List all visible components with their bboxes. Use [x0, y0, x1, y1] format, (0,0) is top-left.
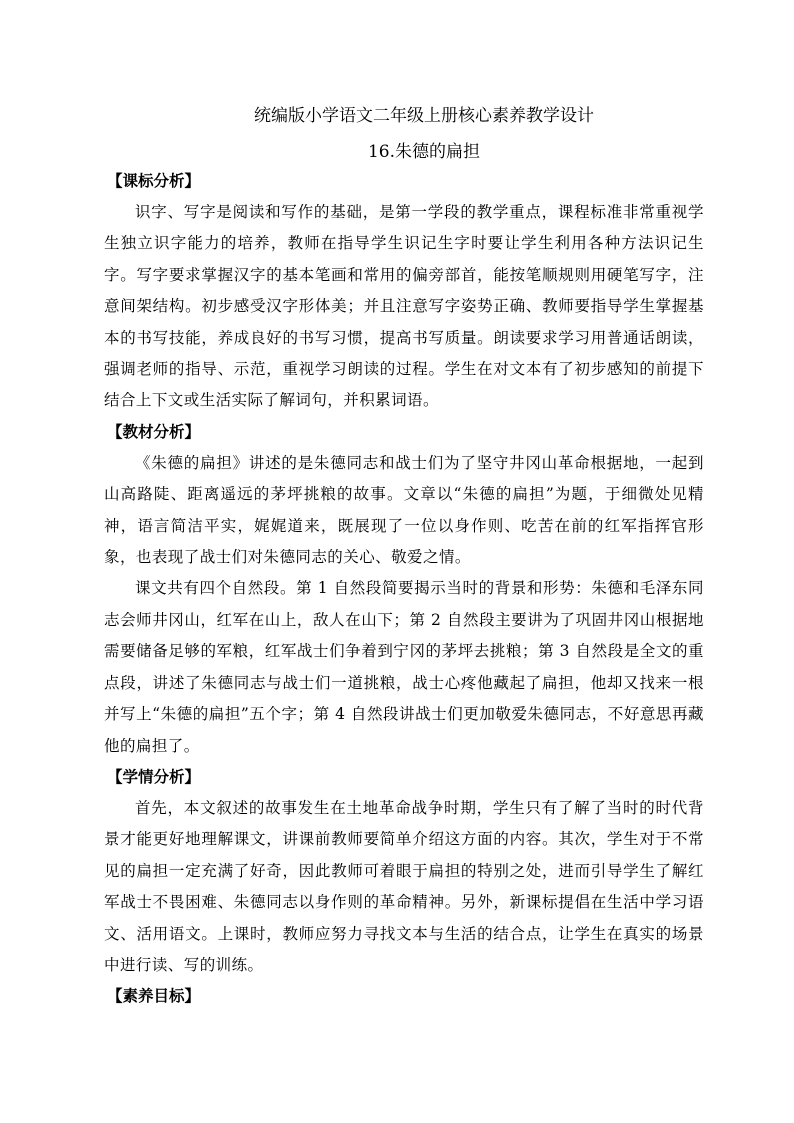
section-heading: 【教材分析】 — [107, 422, 201, 441]
paragraph: 首先，本文叙述的故事发生在土地革命战争时期，学生只有了解了当时的时代背景才能更好地理解课文，讲课前教师要简单介绍这方面的内容。其次，学生对于不常见的扁担一定充满了好奇，因此教师可着眼于扁担的特别之处，进而引导学生了解红军战士不畏困难、朱德同志以身作则的革命精神。另外，新课标提倡在生活中学习语文、活用语文。上课时，教师应努力寻找文本与生活的结合点，让学生在真实的场景中进行读、写的训练。 — [104, 798, 704, 974]
section-heading: 【素养目标】 — [107, 987, 201, 1006]
paragraph: 识字、写字是阅读和写作的基础，是第一学段的教学重点，课程标准非常重视学生独立识字能力的培养，教师在指导学生识记生字时要让学生利用各种方法识记生字。写字要求掌握汉字的基本笔画和常用的偏旁部首，能按笔顺规则用硬笔写字，注意间架结构。初步感受汉字形体美；并且注意写字姿势正确、教师要指导学生掌握基本的书写技能，养成良好的书写习惯，提高书写质量。朗读要求学习用普通话朗读，强调老师的指导、示范，重视学习朗读的过程。学生在对文本有了初步感知的前提下结合上下文或生活实际了解词句，并积累词语。 — [104, 203, 704, 410]
document-title: 统编版小学语文二年级上册核心素养教学设计 — [254, 106, 594, 126]
section-literacy-goals — [104, 981, 704, 1012]
section-textbook-analysis — [104, 417, 704, 762]
section-heading: 【课标分析】 — [107, 172, 201, 190]
paragraph: 课文共有四个自然段。第 1 自然段简要揭示当时的背景和形势：朱德和毛泽东同志会师井冈山，红军在山上，敌人在山下；第 2 自然段主要讲为了巩固井冈山根据地需要储备足够的军粮，红军战士们争着到宁冈的茅坪去挑粮；第 3 自然段是全文的重点段，讲述了朱德同志与战士们一道挑粮，战士心疼他藏起了扁担，他却又找来一根并写上“朱德的扁担”五个字；第 4 自然段讲战士们更加敬爱朱德同志，不好意思再藏他的扁担了。 — [104, 579, 704, 755]
lesson-title: 16.朱德的扁担 — [367, 142, 481, 162]
section-heading: 【学情分析】 — [107, 767, 201, 786]
section-learner-analysis — [104, 762, 704, 981]
paragraph: 《朱德的扁担》讲述的是朱德同志和战士们为了坚守井冈山革命根据地，一起到山高路陡、距离遥远的茅坪挑粮的故事。文章以“朱德的扁担”为题，于细微处见精神，语言简洁平实，娓娓道来，既展现了一位以身作则、吃苦在前的红军指挥官形象，也表现了战士们对朱德同志的关心、敬爱之情。 — [104, 453, 704, 567]
document-content — [104, 102, 704, 1012]
section-curriculum-analysis — [104, 166, 704, 417]
